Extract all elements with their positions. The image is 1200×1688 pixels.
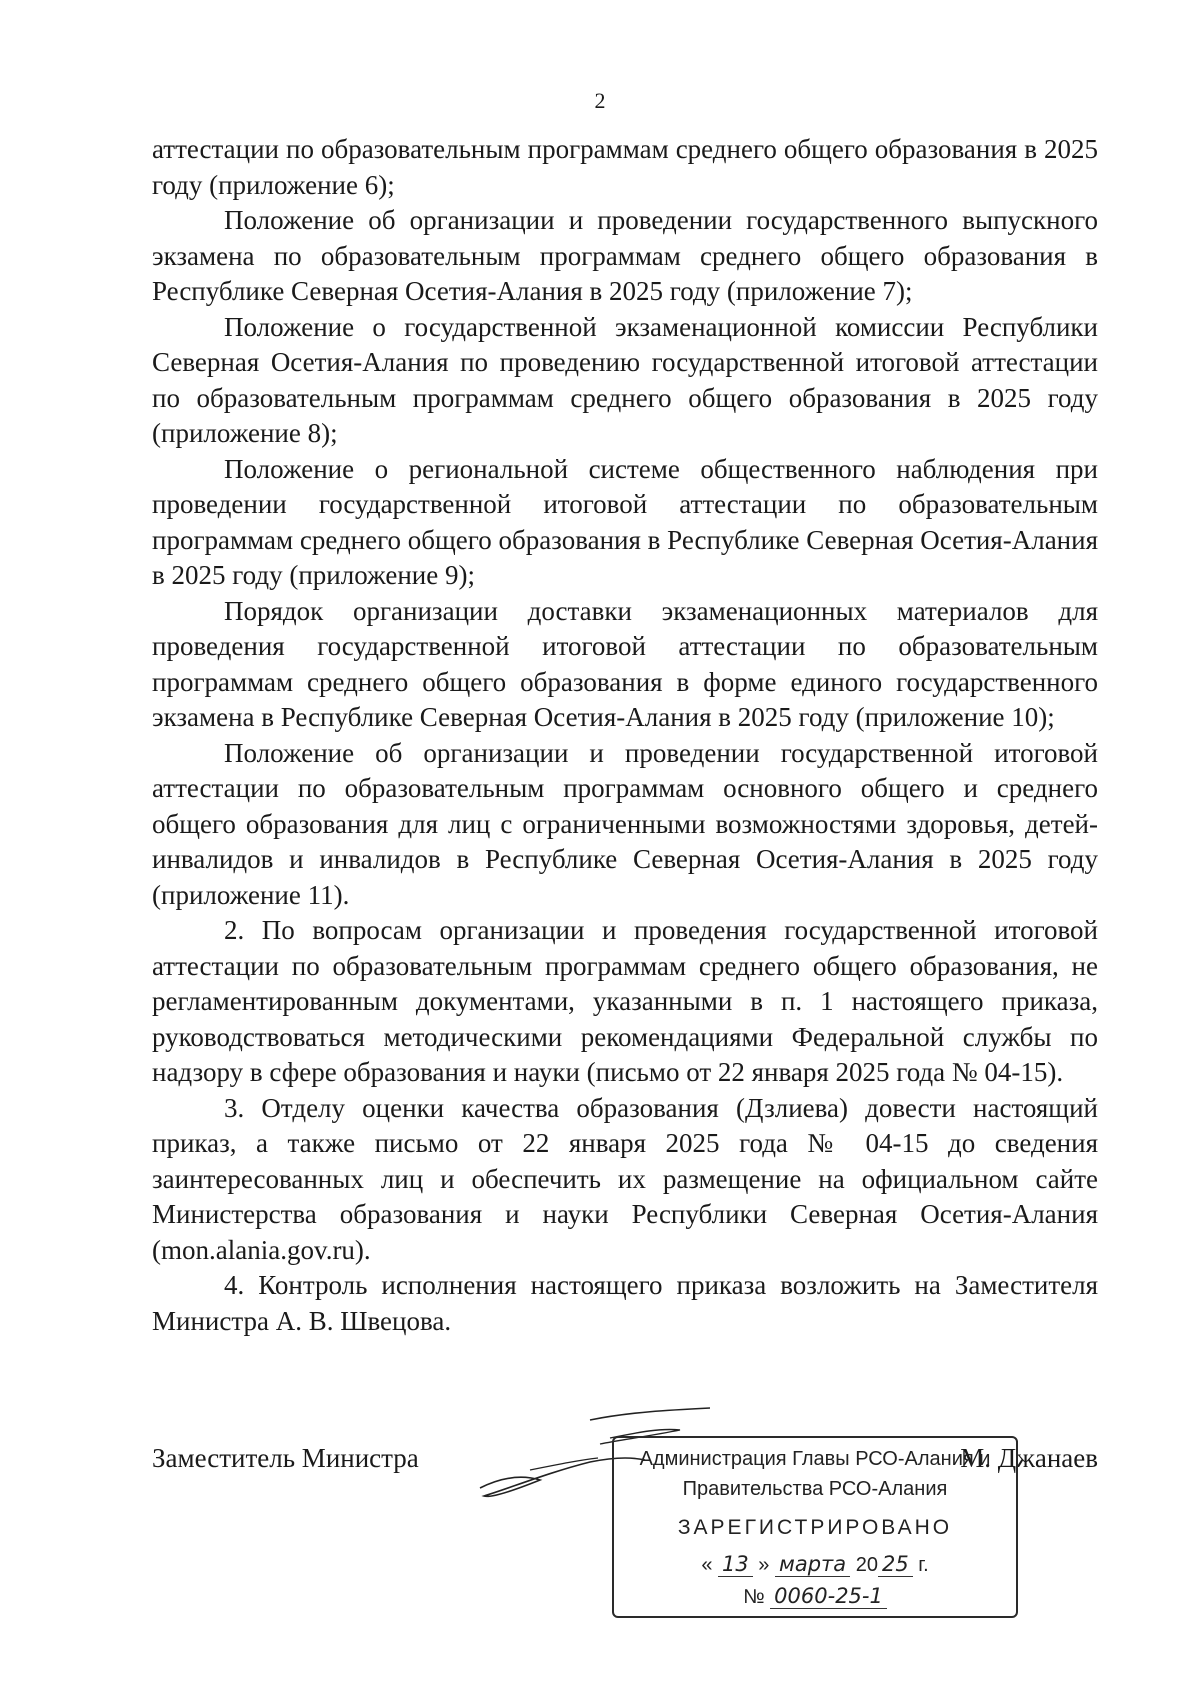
document-body bbox=[152, 132, 1098, 1339]
page-number: 2 bbox=[594, 88, 606, 113]
paragraph-3: Положение о государственной экзаменационной комиссии Республики Северная Осетия-Алания по проведению государственной итоговой аттестации по образовательным программам среднего общего образования в 2025 году (приложение 8); bbox=[152, 311, 1098, 448]
stamp-month: марта bbox=[775, 1552, 850, 1577]
stamp-year-prefix: 20 bbox=[855, 1554, 878, 1576]
stamp-line-government: Правительства РСО-Алания bbox=[682, 1478, 948, 1500]
signatory-name: М. Джанаев bbox=[960, 1443, 1098, 1473]
stamp-day: 13 bbox=[718, 1552, 753, 1577]
paragraph-1: аттестации по образовательным программам среднего общего образования в 2025 году (приложение 6); bbox=[152, 134, 1098, 200]
stamp-line-administration: Администрация Главы РСО-Алания и bbox=[639, 1448, 991, 1470]
stamp-year-unit: г. bbox=[918, 1554, 929, 1576]
stamp-number-row bbox=[614, 1584, 1016, 1609]
paragraph-5: Порядок организации доставки экзаменационных материалов для проведения государственной итоговой аттестации по образовательным программам среднего общего образования в форме единого государственного экзамена в Республике Северная Осетия-Алания в 2025 году (приложение 10); bbox=[152, 595, 1098, 732]
paragraph-2: Положение об организации и проведении государственного выпускного экзамена по образовательным программам среднего общего образования в Республике Северная Осетия-Алания в 2025 году (приложение 7); bbox=[152, 205, 1098, 306]
signatory-title: Заместитель Министра bbox=[152, 1443, 419, 1473]
paragraph-9: 4. Контроль исполнения настоящего приказа возложить на Заместителя Министра А. В. Швецова. bbox=[152, 1270, 1098, 1336]
registration-stamp bbox=[612, 1436, 1018, 1618]
paragraph-4: Положение о региональной системе общественного наблюдения при проведении государственной итоговой аттестации по образовательным программам среднего общего образования в Республике Северная Осетия-Алания в 2025 году (приложение 9); bbox=[152, 453, 1098, 590]
stamp-date: « 13 » марта 20 25 г. bbox=[701, 1552, 929, 1576]
paragraph-7: 2. По вопросам организации и проведения государственной итоговой аттестации по образовательным программам среднего общего образования, не регламентированным документами, указанными в п. 1 настоящего приказа, руководствоваться методическими рекомендациями Федеральной службы по надзору в сфере образования и науки (письмо от 22 января 2025 года № 04-15). bbox=[152, 915, 1098, 1087]
stamp-number-label: № bbox=[743, 1586, 765, 1608]
stamp-registered-label: ЗАРЕГИСТРИРОВАНО bbox=[677, 1516, 953, 1539]
stamp-number: 0060-25-1 bbox=[770, 1584, 887, 1609]
stamp-year-suffix: 25 bbox=[878, 1552, 913, 1577]
paragraph-6: Положение об организации и проведении государственной итоговой аттестации по образовательным программам основного общего и среднего общего образования для лиц с ограниченными возможностями здоровья, детей-инвалидов и инвалидов в Республике Северная Осетия-Алания в 2025 году (приложение 11). bbox=[152, 737, 1098, 910]
paragraph-8: 3. Отделу оценки качества образования (Дзлиева) довести настоящий приказ, а также письмо от 22 января 2025 года № 04-15 до сведения заинтересованных лиц и обеспечить их размещение на официальном сайте Министерства образования и науки Республики Северная Осетия-Алания (mon.alania.gov.ru). bbox=[152, 1092, 1098, 1265]
